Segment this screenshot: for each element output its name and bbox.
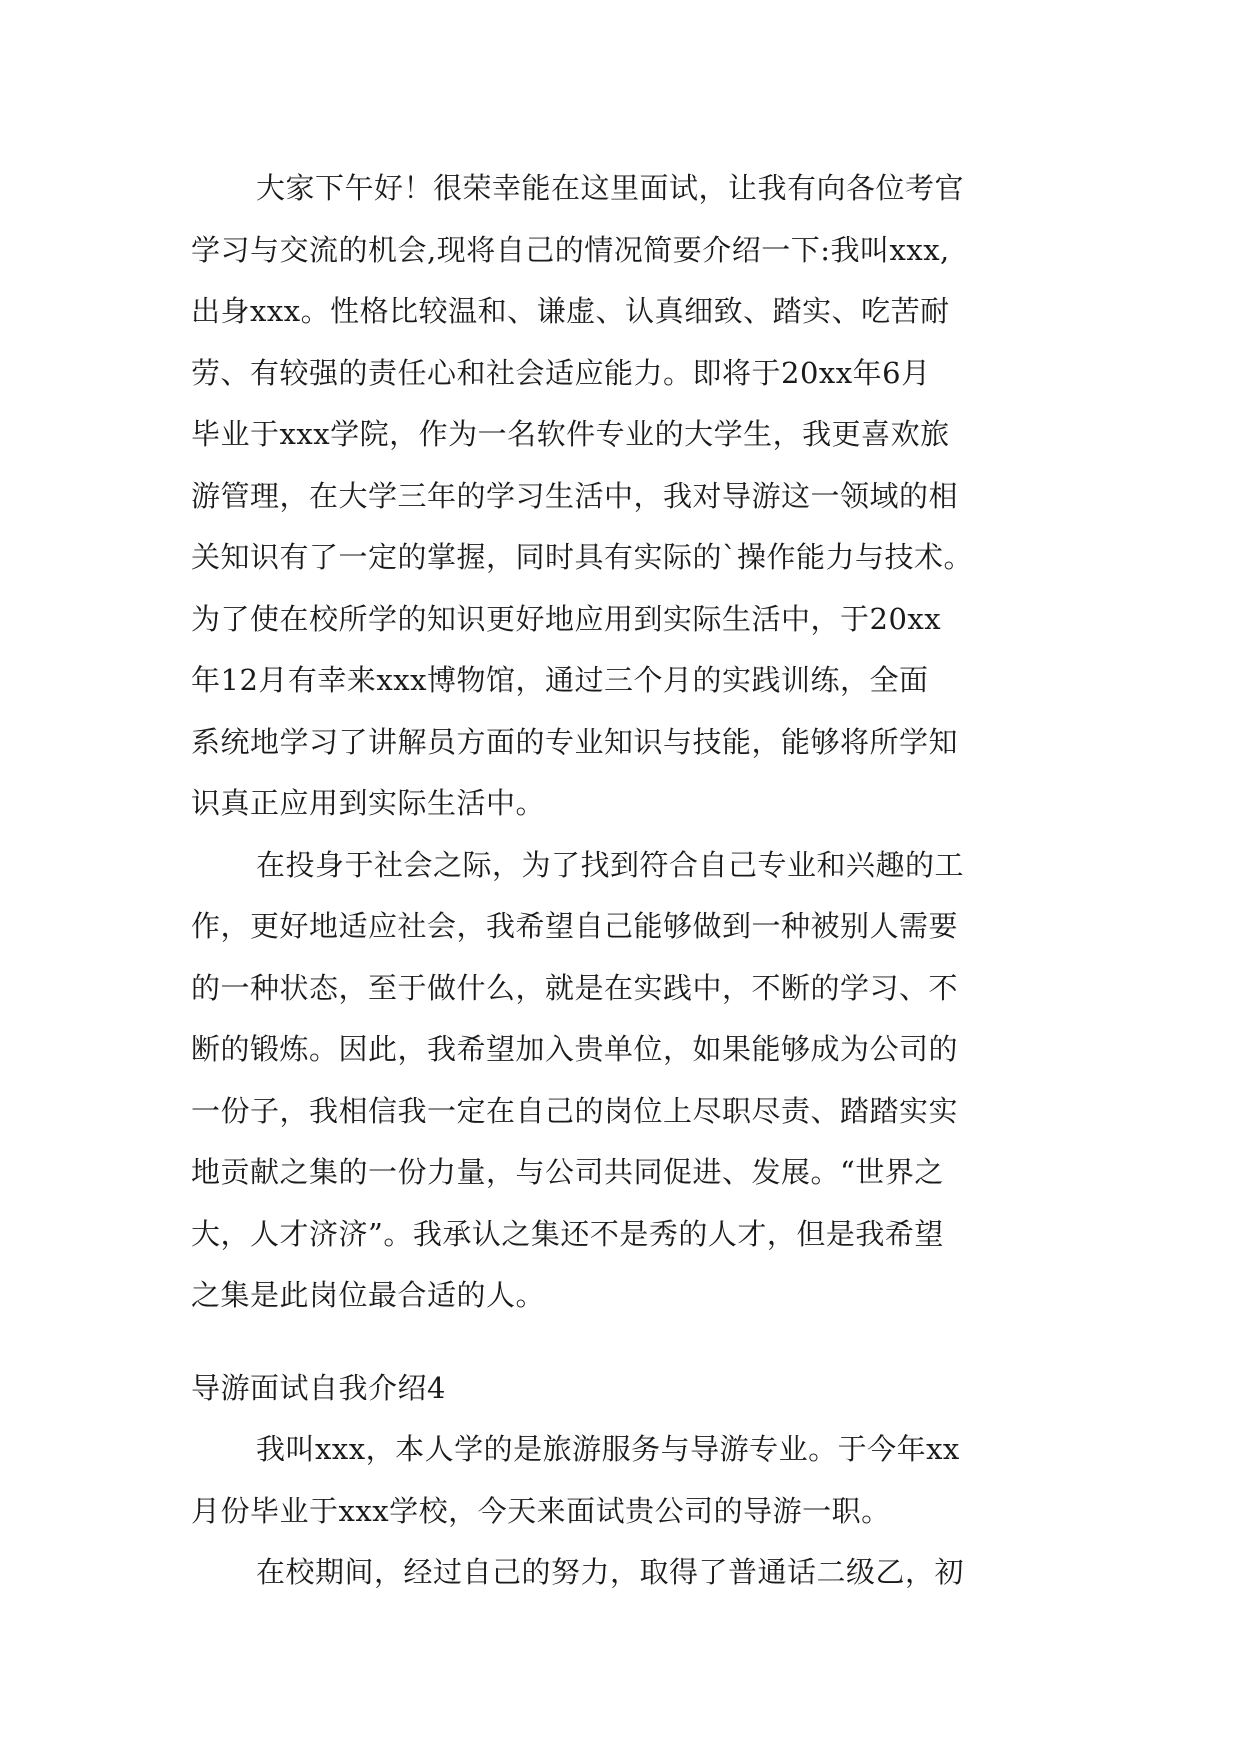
paragraph-1-line-5: 毕业于xxx学院，作为一名软件专业的大学生，我更喜欢旅 [191, 417, 950, 451]
paragraph-1-line-11: 识真正应用到实际生活中。 [191, 786, 546, 820]
paragraph-1-line-4: 劳、有较强的责任心和社会适应能力。即将于20xx年6月 [191, 356, 931, 390]
paragraph-1-line-2: 学习与交流的机会,现将自己的情况简要介绍一下:我叫xxx, [191, 233, 950, 267]
paragraph-3-line-2: 月份毕业于xxx学校，今天来面试贵公司的导游一职。 [191, 1494, 891, 1528]
paragraph-1-line-7: 关知识有了一定的掌握，同时具有实际的`操作能力与技术。 [191, 540, 974, 574]
paragraph-1-line-9: 年12月有幸来xxx博物馆，通过三个月的实践训练，全面 [191, 663, 929, 697]
section-heading: 导游面试自我介绍4 [191, 1371, 446, 1405]
paragraph-2-line-8: 之集是此岗位最合适的人。 [191, 1278, 546, 1312]
paragraph-2-line-7: 大，人才济济”。我承认之集还不是秀的人才，但是我希望 [191, 1217, 944, 1251]
paragraph-2-line-5: 一份子，我相信我一定在自己的岗位上尽职尽责、踏踏实实 [191, 1094, 959, 1128]
paragraph-1-line-10: 系统地学习了讲解员方面的专业知识与技能，能够将所学知 [191, 725, 959, 759]
paragraph-1-line-8: 为了使在校所学的知识更好地应用到实际生活中，于20xx [191, 602, 942, 636]
paragraph-4-line-1: 在校期间，经过自己的努力，取得了普通话二级乙，初 [256, 1555, 965, 1589]
paragraph-2-line-1: 在投身于社会之际，为了找到符合自己专业和兴趣的工 [256, 848, 965, 882]
paragraph-2-line-4: 断的锻炼。因此，我希望加入贵单位，如果能够成为公司的 [191, 1032, 959, 1066]
paragraph-1-line-3: 出身xxx。性格比较温和、谦虚、认真细致、踏实、吃苦耐 [191, 294, 950, 328]
paragraph-3-line-1: 我叫xxx，本人学的是旅游服务与导游专业。于今年xx [256, 1432, 960, 1466]
paragraph-1-line-6: 游管理，在大学三年的学习生活中，我对导游这一领域的相 [191, 479, 959, 513]
paragraph-2-line-3: 的一种状态，至于做什么，就是在实践中，不断的学习、不 [191, 971, 959, 1005]
paragraph-2-line-6: 地贡献之集的一份力量，与公司共同促进、发展。“世界之 [191, 1155, 944, 1189]
paragraph-2-line-2: 作，更好地适应社会，我希望自己能够做到一种被别人需要 [191, 909, 959, 943]
paragraph-1-line-1: 大家下午好！很荣幸能在这里面试，让我有向各位考官 [256, 171, 965, 205]
